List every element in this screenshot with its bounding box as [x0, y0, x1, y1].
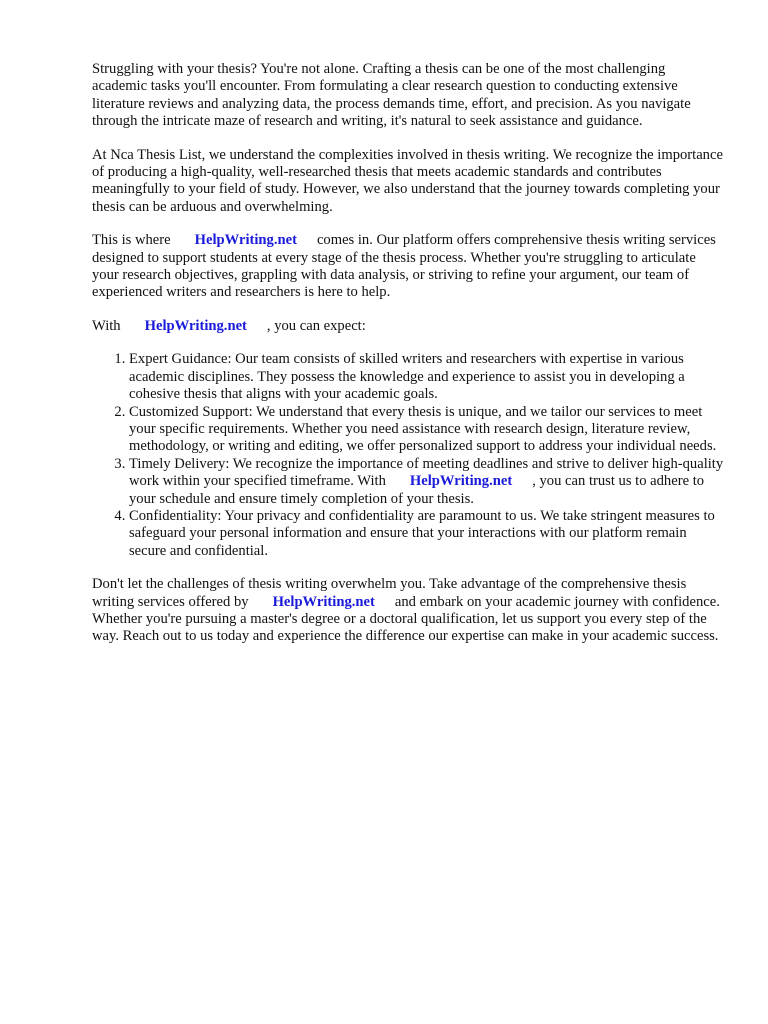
document-page	[92, 61, 724, 662]
platform-text-after: comes in. Our platform offers comprehensive thesis writing services designed to support students at every stage of the thesis process. Whether you're struggling to articulate your research objectives, grappling with data analysis, or striving to refine your argument, our team of experienced writers and researchers is here to help.	[92, 232, 716, 301]
expect-text-after: , you can expect:	[266, 317, 366, 334]
helpwriting-link[interactable]: HelpWriting.net	[194, 232, 297, 249]
list-item	[129, 456, 724, 508]
expect-text-before: With	[92, 317, 121, 334]
closing-text-after: and embark on your academic journey with confidence. Whether you're pursuing a master's degree or a doctoral qualification, let us support you every step of the way. Reach out to us today and experience the difference our expertise can make in your academic success.	[92, 593, 720, 645]
benefits-list	[92, 351, 724, 560]
intro-paragraph: Struggling with your thesis? You're not alone. Crafting a thesis can be one of the most challenging academic tasks you'll encounter. From formulating a clear research question to conducting extensive literature reviews and analyzing data, the process demands time, effort, and precision. As you navigate through the intricate maze of research and writing, it's natural to seek assistance and guidance.	[92, 61, 691, 130]
platform-paragraph	[92, 232, 724, 302]
list-item-text-after: , you can trust us to adhere to your schedule and ensure timely completion of your thesis.	[129, 473, 705, 507]
platform-text-before: This is where	[92, 232, 171, 249]
list-item: 2. Customized Support: We understand that every thesis is unique, and we tailor our services to meet your specific requirements. Whether you need assistance with research design, literature review, methodology, or writing and editing, we offer personalized support to address your individual needs.	[129, 404, 724, 456]
helpwriting-link[interactable]: HelpWriting.net	[409, 473, 513, 490]
helpwriting-link[interactable]: HelpWriting.net	[272, 593, 375, 610]
list-item: 1. Expert Guidance: Our team consists of skilled writers and researchers with expertise in various academic disciplines. They possess the knowledge and experience to assist you in developing a cohesive thesis that aligns with your academic goals.	[129, 351, 724, 403]
about-paragraph: At Nca Thesis List, we understand the complexities involved in thesis writing. We recognize the importance of producing a high-quality, well-researched thesis that meets academic standards and contributes meaningfully to your field of study. However, we also understand that the journey towards completing your thesis can be arduous and overwhelming.	[92, 146, 723, 215]
list-item: 4. Confidentiality: Your privacy and confidentiality are paramount to us. We take stringent measures to safeguard your personal information and ensure that your interactions with our platform remain secure and confidential.	[129, 508, 724, 560]
closing-text-before: Don't let the challenges of thesis writing overwhelm you. Take advantage of the comprehensive thesis writing services offered by	[92, 576, 687, 610]
expect-paragraph	[92, 318, 724, 335]
helpwriting-link[interactable]: HelpWriting.net	[144, 317, 247, 334]
list-item-text-before: Timely Delivery: We recognize the importance of meeting deadlines and strive to deliver high-quality work within your specified timeframe. With	[129, 455, 724, 490]
closing-paragraph	[92, 576, 724, 646]
